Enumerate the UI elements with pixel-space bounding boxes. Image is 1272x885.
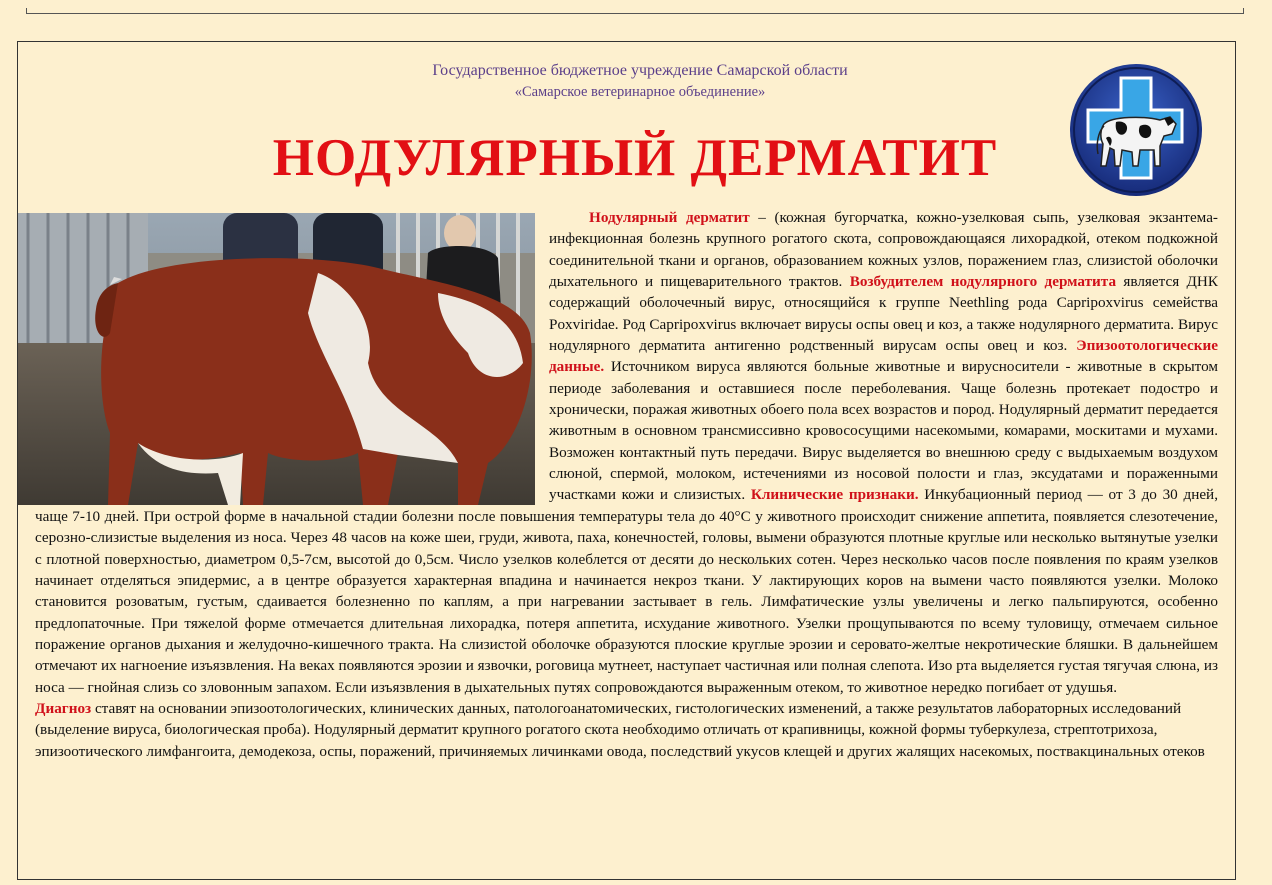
- article-paragraph-diagnosis: [35, 698, 1218, 762]
- term-epizootology: Эпизоотологические данные.: [549, 337, 1218, 376]
- term-diagnosis: Диагноз: [35, 699, 92, 717]
- text-epizootology: Источником вируса являются больные животные и вирусносители - животные в скрытом периоде заболевания и оставшиеся после переболевания. Чаще болезнь протекает подостро и хронически, поражая животных обоего пола всех возрастов и пород. Нодулярный дерматит передается животным в основном трансмиссивно кровососущими насекомыми, комарами, москитами и мухами. Возможен контактный путь передачи. Вирус выделяется во внешнюю среду с выдыхаемым воздухом слюной, спермой, молоком, истечениями из носовой полости и глаз, эксудатами и пораженными участками кожи и слизистых.: [549, 358, 1218, 504]
- vet-cross-cow-icon: [1060, 62, 1212, 198]
- article-body: [35, 207, 1218, 762]
- cow-photo: [18, 213, 535, 505]
- top-rule: [26, 13, 1244, 14]
- org-name-line1: Государственное бюджетное учреждение Самарской области: [432, 62, 848, 79]
- poster-title: НОДУЛЯРНЫЙ ДЕРМАТИТ: [272, 129, 998, 187]
- text-diagnosis: ставят на основании эпизоотологических, клинических данных, патологоанатомических, гистологических изменений, а также результатов лабораторных исследований (выделение вируса, биологическая проба). Нодулярный дерматит крупного рогатого скота необходимо отличать от крапивницы, кожной формы туберкулеза, стрептотрихоза, эпизоотического лимфангоита, демодекоза, оспы, поражений, причиняемых личинками овода, последствий укусов клещей и других жалящих насекомых, поствакцинальных отеков: [35, 699, 1205, 760]
- term-pathogen: Возбудителем нодулярного дерматита: [849, 273, 1117, 291]
- top-rule-tick-left: [26, 8, 27, 14]
- top-rule-tick-right: [1243, 8, 1244, 14]
- text-clinical-signs: Инкубационный период — от 3 до 30 дней, чаще 7-10 дней. При острой форме в начальной стадии болезни после повышения температуры тела до 40°С у животного происходит снижение аппетита, появляется слезотечение, серозно-слизистые выделения из носа. Через 48 часов на коже шеи, груди, живота, паха, конечностей, головы, вымени образуются плотные круглые или несколько вытянутые узелки с плотной поверхностью, диаметром 0,5-7см, высотой до 0,5см. Число узелков колеблется от десяти до нескольких сотен. Через несколько часов после появления по краям узелков начинает отделяться эпидермис, а в центре образуется характерная впадина и начинается некроз ткани. У лактирующих коров на вымени часто появляются узелки. Молоко становится розоватым, густым, сдаивается болезненно по каплям, а при нагревании застывает в гель. Лимфатические узлы увеличены и легко пальпируются, особенно предлопаточные. При тяжелой форме отмечается длительная лихорадка, потеря аппетита, исхудание животного. Узелки прощупываются по всему туловищу, отмечаем сильное поражение органов дыхания и желудочно-кишечного тракта. На слизистой оболочке образуются плоские круглые эрозии и серовато-желтые некротические бляшки. В дальнейшем отмечают их нагноение изъязвления. На веках появляются эрозии и язвочки, роговица мутнеет, наступает частичная или полная слепота. Изо рта выделяется густая тягучая слюна, из носа — гнойная слизь со зловонным запахом. Если изъязвления в дыхательных путях сопровождаются выраженным отеком, то животное нередко погибает от удушья.: [35, 486, 1218, 696]
- text-pathogen: является ДНК содержащий оболочечный вирус, относящийся к группе Neethling рода Capripoxvirus семейства Poxviridae. Род Capripoxvirus включает вирусы оспы овец и коз, а также нодулярного дерматита. Вирус нодулярного дерматита антигенно родственный вирусам оспы овец и коз.: [549, 273, 1218, 355]
- text-definition: – (кожная бугорчатка, кожно-узелковая сыпь, узелковая экзантема-инфекционная болезнь крупного рогатого скота, сопровождающаяся лихорадкой, отеком подкожной соединительной ткани и органов, образованием кожных узлов, поражением глаз, слизистой оболочки дыхательного и пищеварительного трактов.: [549, 209, 1218, 291]
- term-clinical-signs: Клинические признаки.: [750, 486, 919, 504]
- org-name-line2: «Самарское ветеринарное объединение»: [514, 84, 766, 100]
- term-nodular-dermatitis: Нодулярный дерматит: [589, 209, 750, 226]
